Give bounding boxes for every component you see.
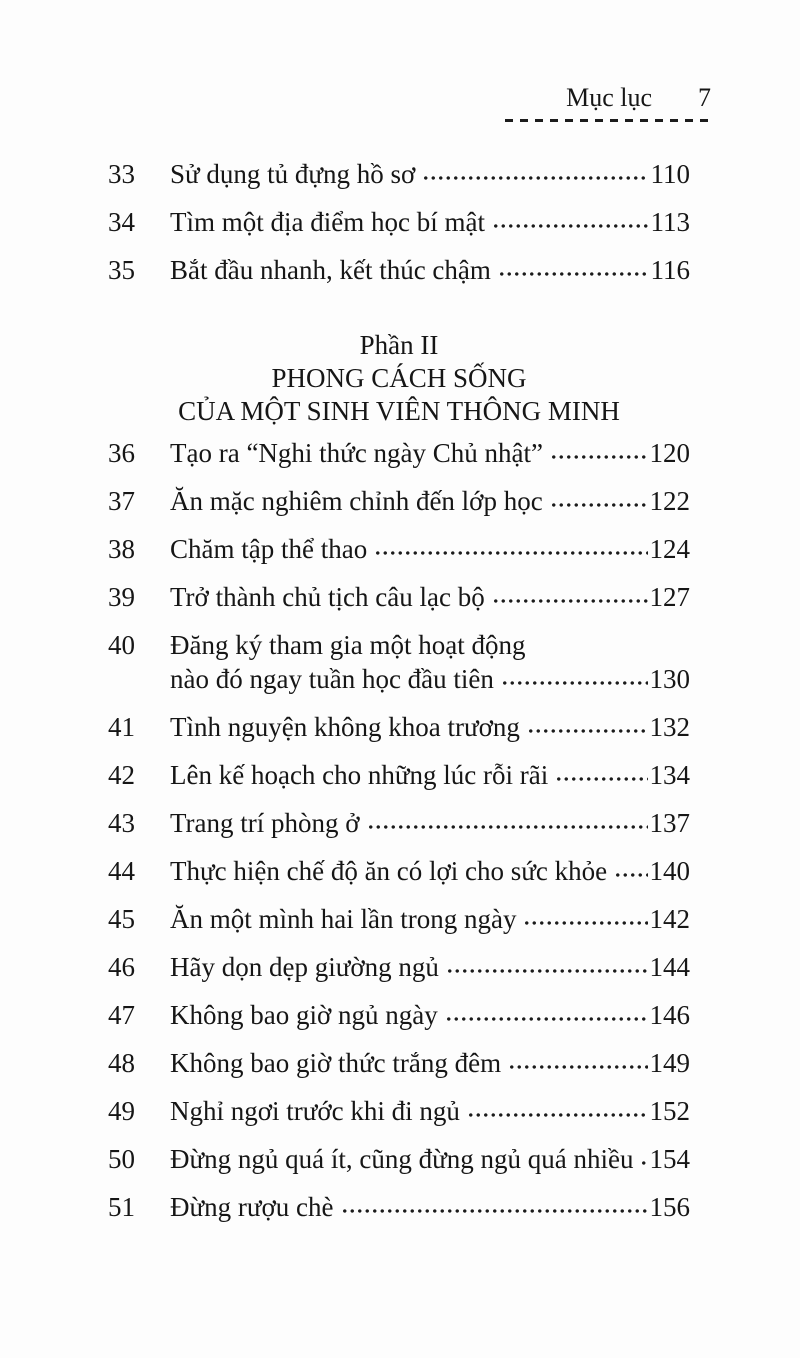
dot-leader	[640, 1159, 647, 1167]
toc-entry	[108, 1082, 690, 1130]
entry-number: 47	[108, 999, 135, 1030]
entry-number: 42	[108, 759, 135, 790]
toc-entry	[108, 145, 690, 193]
toc-entry	[108, 698, 690, 746]
dot-leader	[341, 1207, 648, 1215]
dot-leader	[367, 823, 648, 831]
dot-leader	[555, 775, 647, 783]
entry-number: 33	[108, 158, 135, 189]
entry-page-number: 149	[649, 1047, 690, 1078]
entry-title: Thực hiện chế độ ăn có lợi cho sức khỏe	[170, 855, 608, 886]
dot-leader	[550, 501, 648, 509]
section-heading	[108, 329, 690, 428]
toc-entry	[108, 193, 690, 241]
toc-entry	[108, 842, 690, 890]
toc-entry	[108, 1034, 690, 1082]
toc-entry	[108, 746, 690, 794]
entry-title: Không bao giờ ngủ ngày	[170, 999, 438, 1030]
entry-page-number: 142	[649, 903, 690, 934]
toc-entry	[108, 938, 690, 986]
entry-title: Đừng ngủ quá ít, cũng đừng ngủ quá nhiều	[170, 1143, 634, 1174]
entry-page-number: 144	[649, 951, 690, 982]
toc-entry	[108, 890, 690, 938]
entry-page-number: 110	[650, 158, 690, 189]
entry-number: 43	[108, 807, 135, 838]
entry-page-number: 124	[649, 533, 690, 564]
running-header	[505, 84, 711, 122]
entry-page-number: 120	[649, 437, 690, 468]
dot-leader	[523, 919, 647, 927]
entry-title: Ăn một mình hai lần trong ngày	[170, 903, 517, 934]
entry-title: Tìm một địa điểm học bí mật	[170, 206, 485, 237]
entry-number: 49	[108, 1095, 135, 1126]
section-part-label: Phần II	[359, 330, 439, 360]
toc-entry	[108, 794, 690, 842]
dot-leader	[508, 1063, 647, 1071]
dot-leader	[445, 1015, 648, 1023]
entry-title: Trang trí phòng ở	[170, 807, 360, 838]
entry-title: Tạo ra “Nghi thức ngày Chủ nhật”	[170, 437, 544, 468]
entry-title: Lên kế hoạch cho những lúc rỗi rãi	[170, 759, 549, 790]
toc-entry-line2	[108, 664, 690, 698]
entry-title: Bắt đầu nhanh, kết thúc chậm	[170, 254, 491, 285]
toc-entry	[108, 241, 690, 289]
entry-number: 46	[108, 951, 135, 982]
entry-number: 38	[108, 533, 135, 564]
dot-leader	[446, 967, 648, 975]
dot-leader	[501, 679, 648, 687]
dot-leader	[492, 597, 648, 605]
entry-page-number: 127	[649, 581, 690, 612]
toc-list-part2	[108, 424, 690, 1226]
entry-title: Tình nguyện không khoa trương	[170, 711, 520, 742]
entry-number: 44	[108, 855, 135, 886]
entry-number: 37	[108, 485, 135, 516]
entry-number: 48	[108, 1047, 135, 1078]
toc-entry	[108, 520, 690, 568]
entry-title: Không bao giờ thức trắng đêm	[170, 1047, 502, 1078]
entry-number: 40	[108, 629, 135, 660]
entry-number: 50	[108, 1143, 135, 1174]
entry-number: 34	[108, 206, 135, 237]
toc-entry	[108, 568, 690, 616]
entry-number: 51	[108, 1191, 135, 1222]
entry-title-continued: nào đó ngay tuần học đầu tiên	[170, 663, 494, 694]
dot-leader	[527, 727, 648, 735]
entry-page-number: 116	[650, 254, 690, 285]
dot-leader	[498, 270, 649, 278]
entry-page-number: 156	[649, 1191, 690, 1222]
entry-page-number: 137	[649, 807, 690, 838]
section-title-line2: CỦA MỘT SINH VIÊN THÔNG MINH	[178, 396, 620, 426]
entry-page-number: 146	[649, 999, 690, 1030]
entry-title: Trở thành chủ tịch câu lạc bộ	[170, 581, 485, 612]
dot-leader	[467, 1111, 648, 1119]
entry-number: 39	[108, 581, 135, 612]
toc-list-part1	[108, 145, 690, 289]
running-header-page-number: 7	[698, 83, 711, 112]
entry-page-number: 140	[649, 855, 690, 886]
entry-title: Đăng ký tham gia một hoạt động	[170, 629, 526, 660]
entry-page-number: 130	[649, 663, 690, 694]
entry-title: Sử dụng tủ đựng hồ sơ	[170, 158, 416, 189]
dot-leader	[422, 174, 648, 182]
dot-leader	[492, 222, 649, 230]
entry-page-number: 122	[649, 485, 690, 516]
entry-number: 36	[108, 437, 135, 468]
entry-number: 41	[108, 711, 135, 742]
dot-leader	[550, 453, 647, 461]
entry-title: Nghỉ ngơi trước khi đi ngủ	[170, 1095, 460, 1126]
entry-page-number: 132	[649, 711, 690, 742]
entry-title: Ăn mặc nghiêm chỉnh đến lớp học	[170, 485, 543, 516]
toc-entry	[108, 424, 690, 472]
entry-title: Đừng rượu chè	[170, 1191, 334, 1222]
dot-leader	[374, 549, 647, 557]
entry-page-number: 113	[650, 206, 690, 237]
entry-page-number: 154	[649, 1143, 690, 1174]
toc-entry	[108, 986, 690, 1034]
section-title-line1: PHONG CÁCH SỐNG	[271, 363, 527, 393]
entry-page-number: 152	[649, 1095, 690, 1126]
header-dashed-rule	[505, 119, 711, 122]
running-header-title: Mục lục	[566, 83, 652, 112]
entry-title: Hãy dọn dẹp giường ngủ	[170, 951, 439, 982]
dot-leader	[614, 871, 647, 879]
entry-page-number: 134	[649, 759, 690, 790]
toc-entry	[108, 472, 690, 520]
entry-title: Chăm tập thể thao	[170, 533, 368, 564]
entry-number: 35	[108, 254, 135, 285]
entry-number: 45	[108, 903, 135, 934]
toc-entry	[108, 1178, 690, 1226]
toc-entry-line1	[108, 616, 690, 664]
toc-entry	[108, 1130, 690, 1178]
